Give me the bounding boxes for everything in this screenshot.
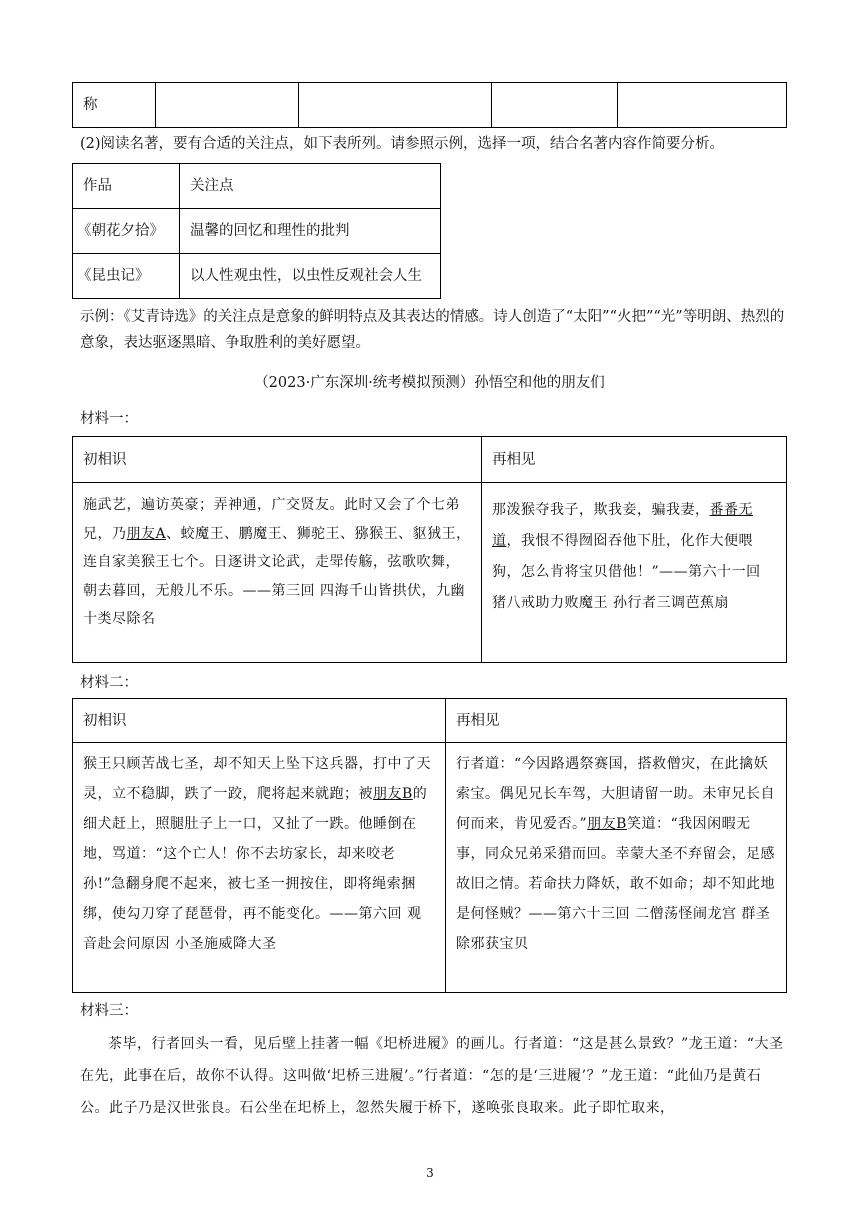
question-prompt: (2)阅读名著，要有合适的关注点，如下表所列。请参照示例，选择一项，结合名著内容作简要分析。: [80, 136, 725, 152]
page-number: 3: [426, 1166, 434, 1180]
material1-col1: 初相识: [73, 437, 482, 483]
friend-b: 朋友B: [373, 786, 413, 802]
material2-table: [72, 698, 787, 993]
material1-label: 材料一：: [80, 411, 138, 427]
top-table-cell: [156, 83, 299, 128]
header-work: 作品: [73, 164, 180, 209]
material2-col2: 再相见: [446, 699, 787, 743]
focus-cell: 温馨的回忆和理性的批判: [180, 209, 441, 254]
top-table-cell: [492, 83, 618, 128]
top-table: [72, 82, 787, 128]
material1-right-text: 那泼猴夺我子，欺我妾，骗我妻，番番无道，我恨不得囫囵吞他下肚，化作大便喂狗，怎么肯将宝贝借他！”——第六十一回 猪八戒助力败魔王 孙行者三调芭蕉扇: [482, 483, 787, 663]
rare-char: 斝: [329, 554, 344, 570]
section-title: （2023·广东深圳·统考模拟预测）孙悟空和他的朋友们: [254, 375, 605, 391]
top-table-cell: 称: [73, 83, 156, 128]
focus-table: [72, 163, 441, 299]
example-text: 示例：《艾青诗选》的关注点是意象的鲜明特点及其表达的情感。诗人创造了“太阳”“火把”“光”等明朗、热烈的意象，表达驱逐黑暗、争取胜利的美好愿望。: [80, 309, 785, 351]
header-focus: 关注点: [180, 164, 441, 209]
underlined-phrase: 番番无道: [492, 502, 753, 549]
focus-cell: 以人性观虫性，以虫性反观社会人生: [180, 254, 441, 299]
friend-a: 朋友A: [126, 525, 167, 542]
material1-col2: 再相见: [482, 437, 787, 483]
work-cell: 《朝花夕拾》: [73, 209, 180, 254]
work-cell: 《昆虫记》: [73, 254, 180, 299]
material2-col1: 初相识: [73, 699, 446, 743]
friend-b: 朋友B: [587, 816, 627, 832]
material1-left-text: 施武艺，遍访英豪；弄神通，广交贤友。此时又会了个七弟兄，乃朋友A、蛟魔王、鹏魔王、狮驼王、猕猴王、䝙狨王，连自家美猴王七个。日逐讲文论武，走斝传觞，弦歌吹舞，朝去暮回，无般儿不乐。——第三回 四海千山皆拱伏，九幽十类尽除名: [73, 483, 482, 663]
top-table-cell: [618, 83, 787, 128]
material2-label: 材料二：: [80, 675, 138, 691]
table-row: [73, 209, 441, 254]
material2-left-text: 猴王只顾苦战七圣，却不知天上坠下这兵器，打中了天灵，立不稳脚，跌了一跤，爬将起来就跑；被朋友B的细犬赶上，照腿肚子上一口，又扯了一跌。他睡倒在地，骂道：“这个亡人！你不去坊家长，却来咬老孙!”急翻身爬不起来，被七圣一拥按住，即将绳索捆绑，使勾刀穿了琵琶骨，再不能变化。——第六回 观音赴会问原因 小圣施威降大圣: [73, 743, 446, 993]
top-table-cell: [299, 83, 492, 128]
material3-text: 茶毕，行者回头一看，见后壁上挂著一幅《圯桥进履》的画儿。行者道：“这是甚么景致？”龙王道：“大圣在先，此事在后，故你不认得。这叫做‘圯桥三进履’。”行者道：“怎的是‘三进履’？”龙王道：“此仙乃是黄石公。此子乃是汉世张良。石公坐在圯桥上，忽然失履于桥下，遂唤张良取来。此子即忙取来，: [80, 1036, 784, 1116]
material1-table: [72, 436, 787, 663]
material2-right-text: 行者道：“今因路遇祭赛国，搭救僧灾，在此擒妖索宝。偶见兄长车驾，大胆请留一助。未审兄长自何而来，肯见爱否。”朋友B笑道：“我因闲暇无事，同众兄弟采猎而回。幸蒙大圣不弃留会，足感故旧之情。若命扶力降妖，敢不如命；却不知此地是何怪贼？——第六十三回 二僧荡怪闹龙宫 群圣除邪获宝贝: [446, 743, 787, 993]
table-row: [73, 254, 441, 299]
rare-char: 䝙: [412, 525, 428, 542]
material3-label: 材料三：: [80, 1003, 138, 1019]
